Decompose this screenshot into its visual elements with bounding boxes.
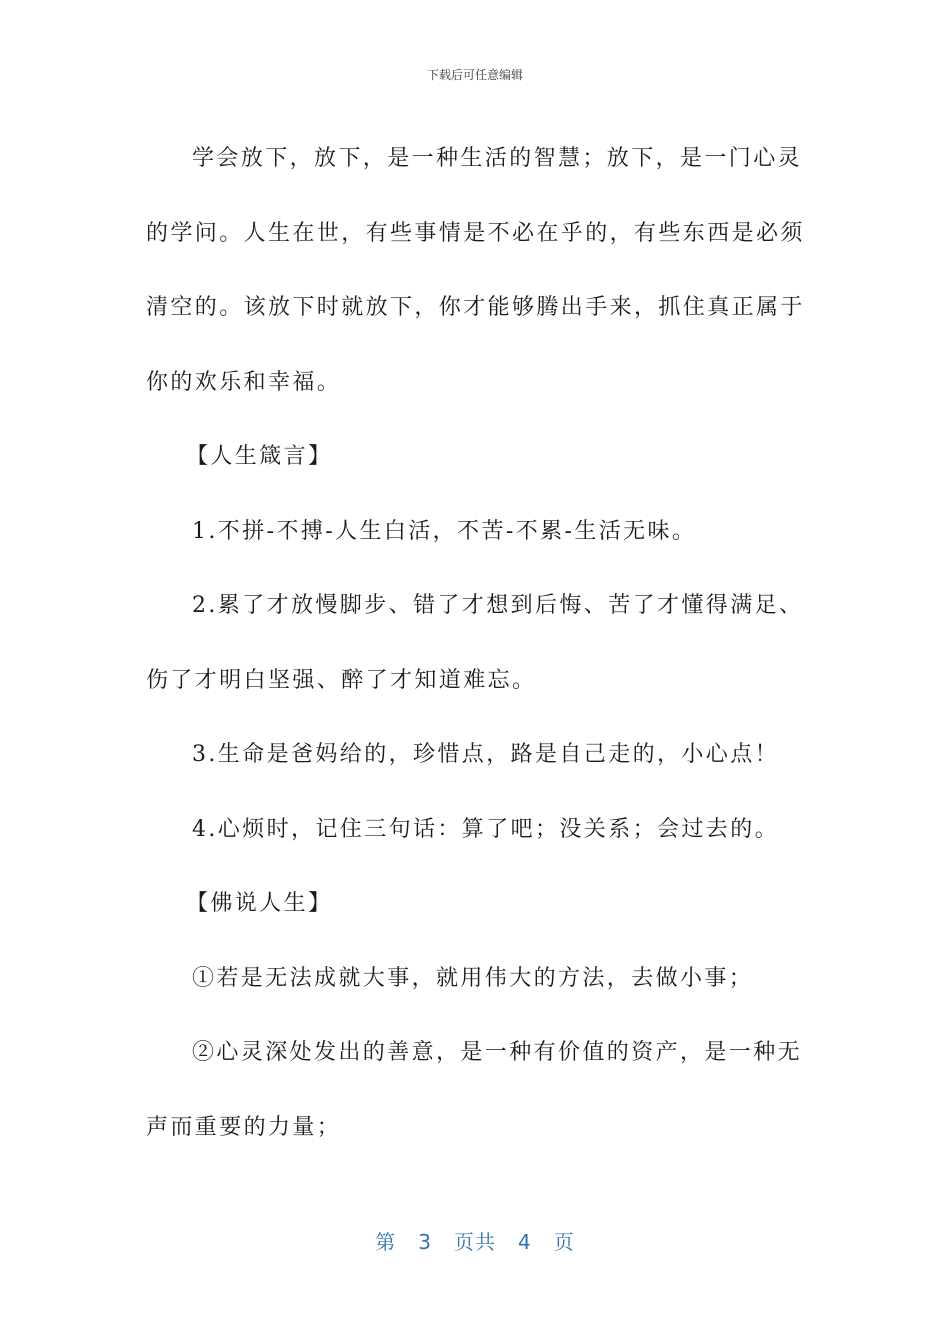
footer-current-page: 3 (418, 1230, 432, 1254)
footer-middle: 页共 (454, 1230, 496, 1254)
header-note: 下载后可任意编辑 (426, 68, 523, 82)
paragraph: 学会放下，放下，是一种生活的智慧；放下，是一门心灵的学问。人生在世，有些事情是不必在乎的，有些东西是必须清空的。该放下时就放下，你才能够腾出手来，抓住真正属于你的欢乐和幸福。 (146, 146, 805, 395)
paragraph: 1.不拼-不搏-人生白活，不苦-不累-生活无味。 (192, 518, 697, 544)
paragraph: ②心灵深处发出的善意，是一种有价值的资产，是一种无声而重要的力量； (146, 1040, 803, 1140)
paragraph: ①若是无法成就大事，就用伟大的方法，去做小事； (192, 965, 754, 991)
paragraph: 3.生命是爸妈给的，珍惜点，路是自己走的，小心点！ (192, 742, 779, 767)
section-heading: 【佛说人生】 (186, 891, 333, 916)
footer-suffix: 页 (553, 1230, 575, 1254)
footer-total-pages: 4 (518, 1230, 532, 1254)
paragraph: 4.心烦时，记住三句话：算了吧；没关系；会过去的。 (192, 816, 779, 842)
paragraph: 2.累了才放慢脚步、错了才想到后悔、苦了才懂得满足、伤了才明白坚强、醉了才知道难忘。 (146, 593, 804, 693)
document-body (146, 122, 806, 1165)
page-number-footer (0, 1226, 950, 1255)
footer-prefix: 第 (375, 1230, 397, 1254)
section-heading: 【人生箴言】 (186, 444, 333, 469)
